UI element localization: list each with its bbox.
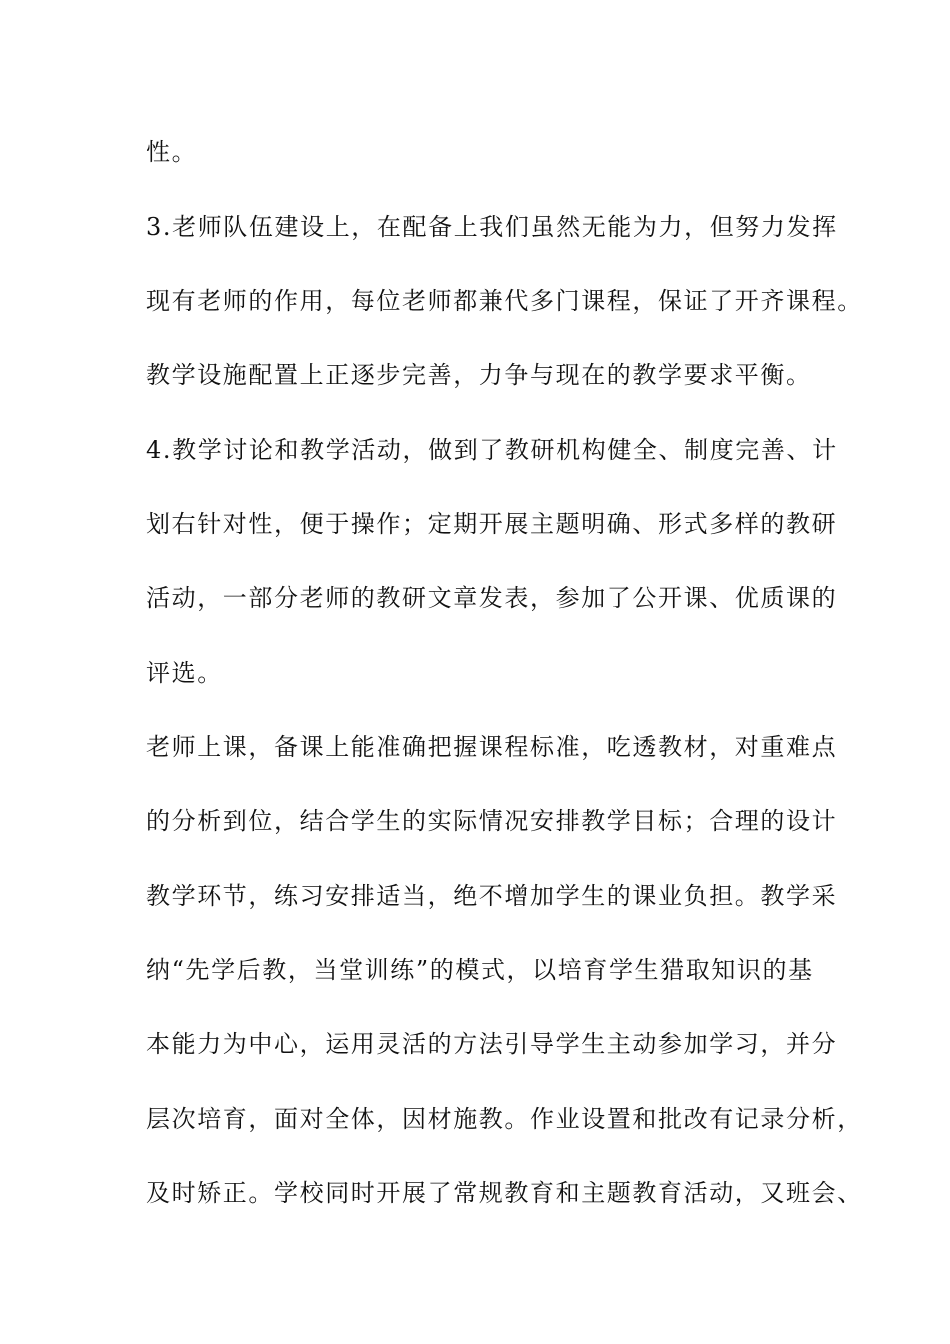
text-line: 教学环节，练习安排适当，绝不增加学生的课业负担。教学采 [146, 882, 838, 910]
text-line: 本能力为中心，运用灵活的方法引导学生主动参加学习，并分 [146, 1030, 838, 1058]
text-line: 纳“先学后教，当堂训练”的模式，以培育学生猎取知识的基 [146, 956, 814, 984]
text-line: 性。 [146, 138, 198, 166]
text-line: 的分析到位，结合学生的实际情况安排教学目标；合理的设计 [146, 807, 838, 835]
text-line: 评选。 [146, 659, 223, 687]
text-line: 及时矫正。学校同时开展了常规教育和主题教育活动，又班会、 [146, 1179, 863, 1207]
text-line: 教学设施配置上正逐步完善，力争与现在的教学要求平衡。 [146, 361, 812, 389]
text-line: 4.教学讨论和教学活动，做到了教研机构健全、制度完善、计 [146, 436, 838, 464]
text-line: 3.老师队伍建设上，在配备上我们虽然无能为力，但努力发挥 [146, 213, 838, 241]
text-line: 层次培育，面对全体，因材施教。作业设置和批改有记录分析， [146, 1105, 863, 1133]
text-line: 老师上课，备课上能准确把握课程标准，吃透教材，对重难点 [146, 733, 838, 761]
text-line: 划右针对性，便于操作；定期开展主题明确、形式多样的教研 [146, 510, 838, 538]
text-line: 活动，一部分老师的教研文章发表，参加了公开课、优质课的 [146, 584, 838, 612]
text-line: 现有老师的作用，每位老师都兼代多门课程，保证了开齐课程。 [146, 287, 863, 315]
